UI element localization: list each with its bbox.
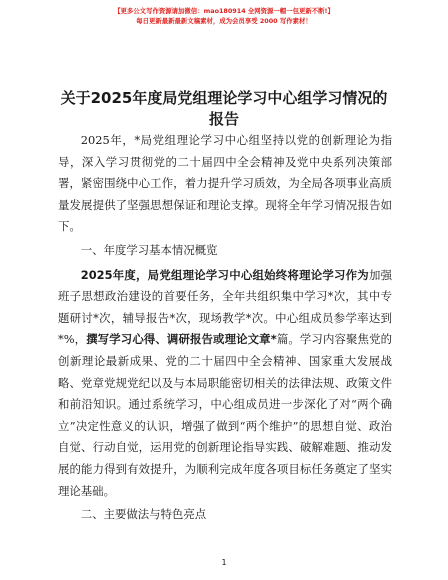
promo-banner — [0, 6, 448, 26]
document-body — [58, 130, 392, 529]
intro-paragraph: 2025年，*局党组理论学习中心组坚持以党的创新理论为指导，深入学习贯彻党的二十届四中全会精神及党中央系列决策部署，紧密围绕中心工作，着力提升学习质效，为全局各项事业高质量发展提供了坚强思想保证和理论支撑。现将全年学习情况报告如下。 — [58, 133, 392, 234]
summary-paragraph — [58, 265, 392, 503]
summary-text-a: 加强班子思想政治建设的首要任务，全年共组织集中学习*次，其中专题研讨*次，辅导报告*次，现场教学*次。中心组成员参学率达到*%， — [58, 267, 392, 347]
section-heading-2: 二、主要做法与特色亮点 — [80, 507, 207, 522]
promo-banner-line1: 【更多公文写作资源请加微信：mao180914 全网资源一帽一包更新不断!】 — [114, 7, 334, 15]
summary-lead: 2025年度，局党组理论学习中心组始终将理论学习作为 — [80, 267, 369, 282]
document-title: 关于2025年度局党组理论学习中心组学习情况的报告 — [60, 89, 388, 128]
page-number: 1 — [221, 558, 227, 567]
summary-bold-text: 撰写学习心得、调研报告或理论文章* — [86, 332, 277, 347]
summary-text-b: 篇。学习内容聚焦党的创新理论最新成果、党的二十届四中全会精神、国家重大发展战略、党章党规党纪以及与本局职能密切相关的法律法规、政策文件和前沿知识。通过系统学习，中心组成员进一步深化了对“两个确立”决定性意义的认识，增强了做到“两个维护”的思想自觉、政治自觉、行动自觉，运用党的创新理论指导实践、破解难题、推动发展的能力得到有效提升，为顺利完成年度各项目标任务奠定了坚实理论基础。 — [58, 332, 392, 498]
section-heading-1: 一、年度学习基本情况概览 — [80, 242, 218, 257]
promo-banner-line2: 每日更新最新最新文稿素材，成为会员享受 2000 写作素材！ — [136, 17, 312, 25]
